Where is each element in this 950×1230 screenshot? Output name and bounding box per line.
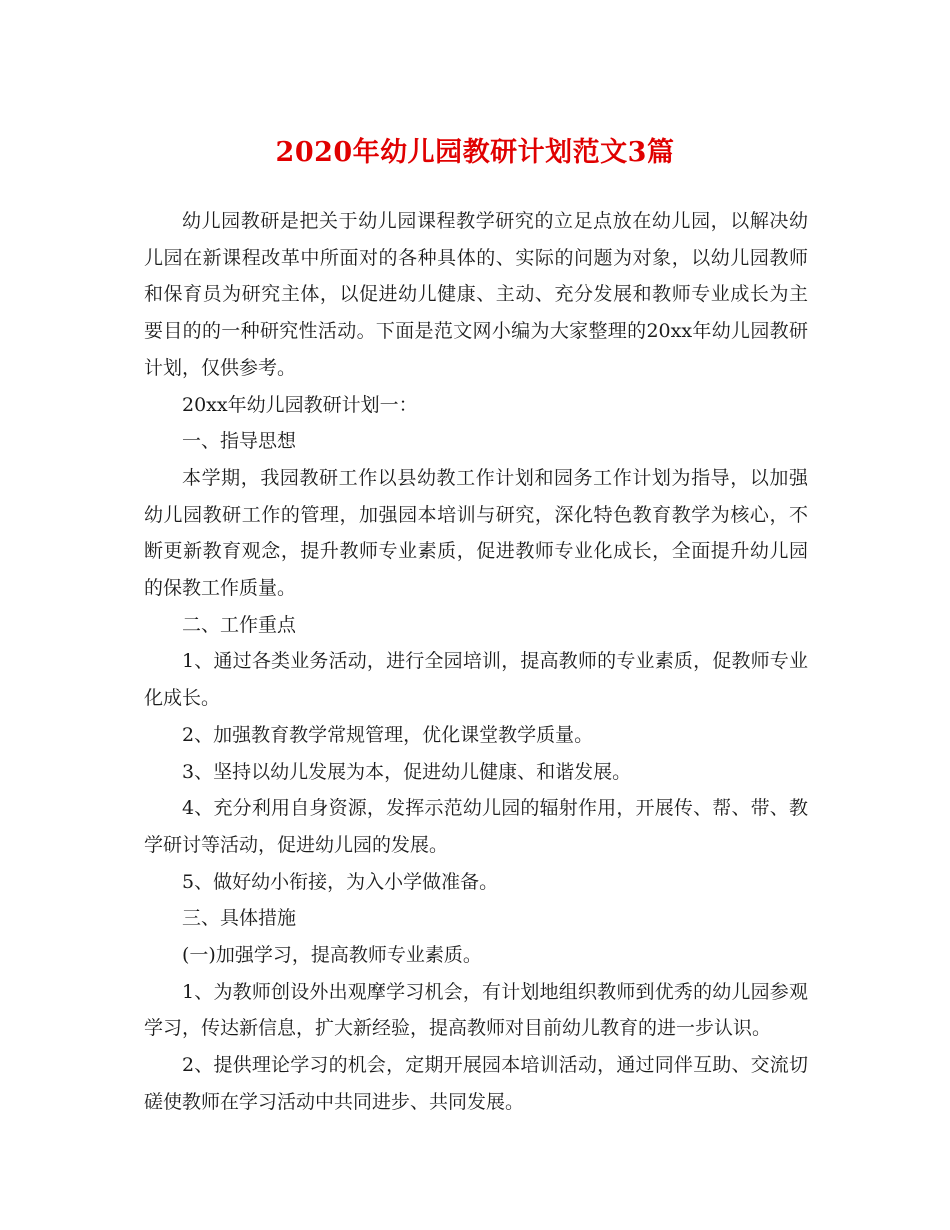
work-focus-item: 1、通过各类业务活动，进行全园培训，提高教师的专业素质，促教师专业化成长。 xyxy=(144,650,808,710)
measure-item: 1、为教师创设外出观摩学习机会，有计划地组织教师到优秀的幼儿园参观学习，传达新信息，扩大新经验，提高教师对目前幼儿教育的进一步认识。 xyxy=(144,980,808,1040)
work-focus-item: 3、坚持以幼儿发展为本，促进幼儿健康、和谐发展。 xyxy=(182,760,632,783)
work-focus-item: 4、充分利用自身资源，发挥示范幼儿园的辐射作用，开展传、帮、带、教学研讨等活动，促进幼儿园的发展。 xyxy=(144,797,808,856)
measure-item: 2、提供理论学习的机会，定期开展园本培训活动，通过同伴互助、交流切磋使教师在学习活动中共同进步、共同发展。 xyxy=(144,1054,808,1113)
document-body xyxy=(144,203,808,1121)
section-heading-work-focus: 二、工作重点 xyxy=(182,613,297,636)
guiding-thought-paragraph: 本学期，我园教研工作以县幼教工作计划和园务工作计划为指导，以加强幼儿园教研工作的管理，加强园本培训与研究，深化特色教育教学为核心，不断更新教育观念，提升教师专业素质，促进教师专业化成长，全面提升幼儿园的保教工作质量。 xyxy=(144,466,808,600)
subsection-heading: (一)加强学习，提高教师专业素质。 xyxy=(182,944,482,967)
plan-one-heading: 20xx年幼儿园教研计划一： xyxy=(182,393,418,416)
work-focus-item: 5、做好幼小衔接，为入小学做准备。 xyxy=(182,870,499,893)
section-heading-guiding-thought: 一、指导思想 xyxy=(182,430,297,453)
work-focus-item: 2、加强教育教学常规管理，优化课堂教学质量。 xyxy=(182,723,594,746)
intro-paragraph: 幼儿园教研是把关于幼儿园课程教学研究的立足点放在幼儿园，以解决幼儿园在新课程改革中所面对的各种具体的、实际的问题为对象，以幼儿园教师和保育员为研究主体，以促进幼儿健康、主动、充分发展和教师专业成长为主要目的的一种研究性活动。下面是范文网小编为大家整理的20xx年幼儿园教研计划，仅供参考。 xyxy=(144,210,808,379)
document-title: 2020年幼儿园教研计划范文3篇 xyxy=(275,137,675,168)
section-heading-measures: 三、具体措施 xyxy=(182,907,297,930)
